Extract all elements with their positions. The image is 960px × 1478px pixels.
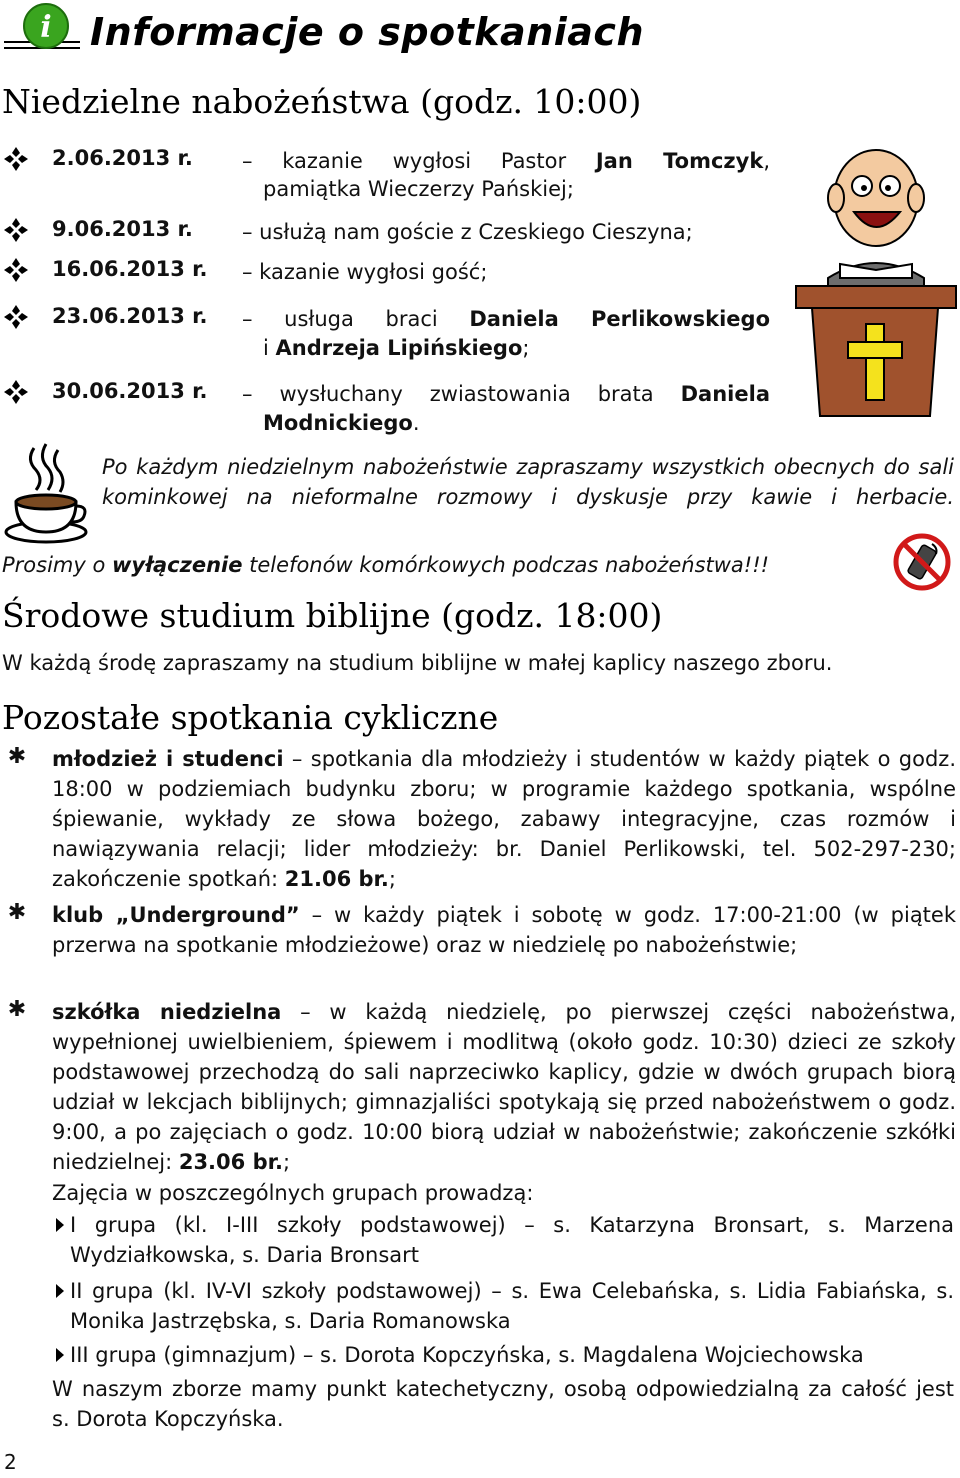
- svg-text:i: i: [40, 10, 52, 45]
- star-bullet-icon: ✱: [7, 900, 27, 925]
- phone-note: Prosimy o wyłączenie telefonów komórkowych podczas nabożeństwa!!!: [2, 553, 770, 577]
- info-icon: [2, 2, 82, 56]
- sunday-item-text: – usłużą nam goście z Czeskiego Cieszyna;: [242, 220, 693, 244]
- club-meeting: klub „Underground” – w każdy piątek i sobotę w godz. 17:00-21:00 (w piątek przerwa na spotkanie młodzieżowe) oraz w niedzielę po nabożeństwie;: [52, 903, 957, 957]
- sunday-date: 2.06.2013 r.: [52, 146, 193, 170]
- coffee-cup-icon: [4, 440, 90, 544]
- youth-meeting: młodzież i studenci – spotkania dla młodzieży i studentów w każdy piątek o godz. 18:00 w podziemiach budynku zboru; w programie każdego spotkania, wspólne śpiewanie, wykłady ze słowa bożego, zabawy integracyjne, czas rozmów i nawiązywania relacji; lider młodzieży: br. Daniel Perlikowski, tel. 502-297-230; zakończenie spotkań: 21.06 br.;: [52, 747, 956, 891]
- no-phone-icon: [892, 532, 952, 592]
- group-item: III grupa (gimnazjum) – s. Dorota Kopczyńska, s. Magdalena Wojciechowska: [70, 1343, 864, 1367]
- triangle-bullet-icon: [56, 1218, 64, 1232]
- groups-intro: Zajęcia w poszczególnych grupach prowadzą:: [52, 1181, 534, 1205]
- sunday-school: szkółka niedzielna – w każdą niedzielę, po pierwszej części nabożeństwa, wypełnionej uwielbieniem, śpiewem i modlitwą (około godz. 10:30) dzieci ze szkoły podstawowej przechodzą do sali naprzeciwko kaplicy, gdzie w dwóch grupach biorą udział w lekcjach biblijnych; gimnazjaliści spotykają się przed nabożeństwem o godz. 9:00, a po zajęciach o godz. 10:00 biorą udział w nabożeństwie; zakończenie szkółki niedzielnej: 23.06 br.;: [52, 1000, 956, 1174]
- page-title: Informacje o spotkaniach: [90, 10, 645, 54]
- preacher-illustration: [788, 138, 958, 418]
- coffee-note: Po każdym niedzielnym nabożeństwie zapraszamy wszystkich obecnych do sali kominkowej na nieformalne rozmowy i dyskusje przy kawie i herbacie.: [102, 455, 954, 509]
- sunday-item-text: Modnickiego.: [263, 411, 420, 435]
- group-item: II grupa (kl. IV-VI szkoły podstawowej) – s. Ewa Celebańska, s. Lidia Fabiańska, s. Monika Jastrzębska, s. Daria Romanowska: [70, 1279, 954, 1333]
- group-item: I grupa (kl. I-III szkoły podstawowej) – s. Katarzyna Bronsart, s. Marzena Wydziałkowska, s. Daria Bronsart: [70, 1213, 954, 1267]
- section-title-other: Pozostałe spotkania cykliczne: [2, 698, 499, 737]
- page-number: 2: [4, 1450, 17, 1474]
- sunday-item-text: – wysłuchany zwiastowania brata Daniela: [242, 382, 770, 406]
- sunday-item-text: – kazanie wygłosi Pastor Jan Tomczyk,: [242, 149, 770, 173]
- sunday-date: 23.06.2013 r.: [52, 304, 208, 328]
- sunday-item-text: – kazanie wygłosi gość;: [242, 260, 488, 284]
- diamond-bullet-icon: [2, 256, 30, 284]
- sunday-date: 16.06.2013 r.: [52, 257, 208, 281]
- star-bullet-icon: ✱: [7, 997, 27, 1022]
- catechetic-note: W naszym zborze mamy punkt katechetyczny, osobą odpowiedzialną za całość jest s. Dorota Kopczyńska.: [52, 1377, 954, 1431]
- wednesday-text: W każdą środę zapraszamy na studium biblijne w małej kaplicy naszego zboru.: [2, 651, 833, 675]
- diamond-bullet-icon: [2, 145, 30, 173]
- sunday-item-text: i Andrzeja Lipińskiego;: [263, 336, 530, 360]
- star-bullet-icon: ✱: [7, 744, 27, 769]
- diamond-bullet-icon: [2, 378, 30, 406]
- triangle-bullet-icon: [56, 1284, 64, 1298]
- section-title-wednesday: Środowe studium biblijne (godz. 18:00): [2, 596, 663, 635]
- sunday-item-text: – usługa braci Daniela Perlikowskiego: [242, 307, 770, 331]
- diamond-bullet-icon: [2, 216, 30, 244]
- triangle-bullet-icon: [56, 1348, 64, 1362]
- sunday-item-text: pamiątka Wieczerzy Pańskiej;: [263, 177, 574, 201]
- diamond-bullet-icon: [2, 303, 30, 331]
- sunday-date: 30.06.2013 r.: [52, 379, 208, 403]
- section-title-sunday: Niedzielne nabożeństwa (godz. 10:00): [2, 82, 642, 121]
- sunday-date: 9.06.2013 r.: [52, 217, 193, 241]
